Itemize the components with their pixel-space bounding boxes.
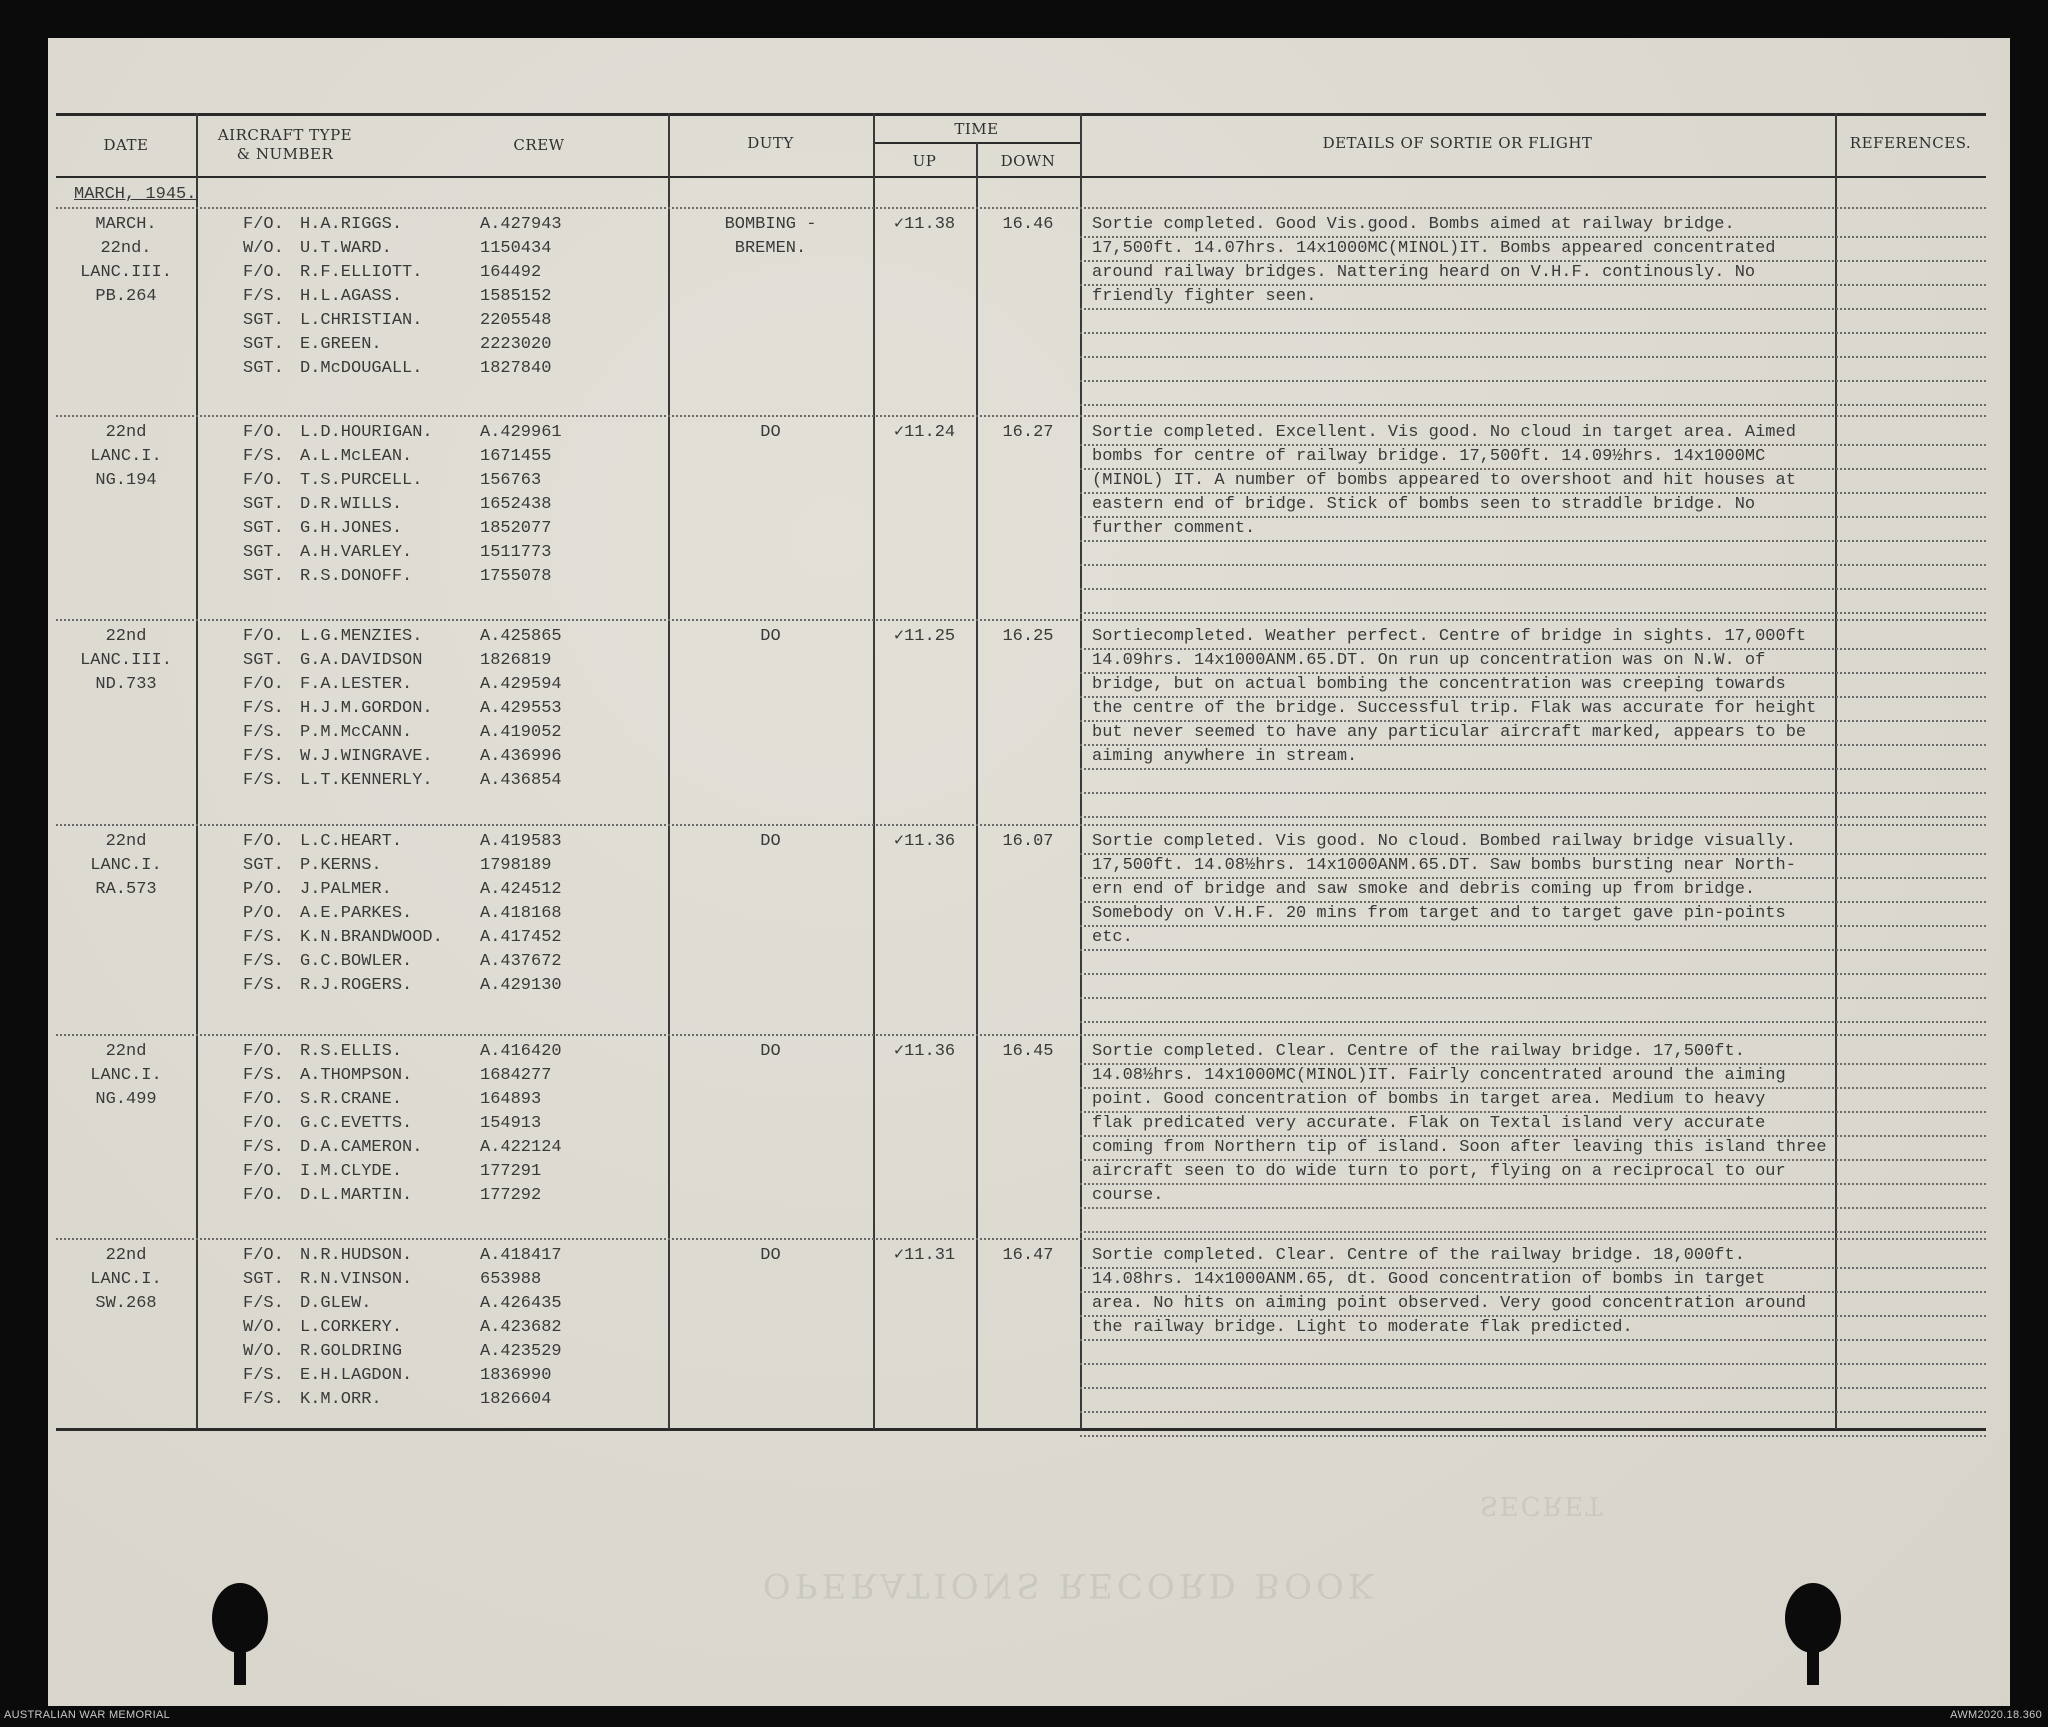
crew-service-number: A.429961: [480, 423, 562, 442]
ruling-line: [56, 207, 1986, 209]
header-aircraft: AIRCRAFT TYPE & NUMBER: [217, 126, 353, 163]
time-up: ✓11.25: [893, 627, 956, 646]
crew-rank: F/O.: [243, 627, 284, 646]
crew-service-number: 164492: [480, 263, 542, 282]
crew-service-number: A.429553: [480, 699, 562, 718]
duty: BREMEN.: [734, 239, 807, 258]
sortie-detail-line: further comment.: [1092, 519, 1256, 538]
aircraft-id-line: PB.264: [95, 287, 157, 306]
time-up: ✓11.36: [893, 1042, 956, 1061]
crew-name: D.GLEW.: [300, 1294, 372, 1313]
col-line: [976, 143, 978, 1429]
ruling-line: [1080, 380, 1986, 382]
crew-service-number: A.423529: [480, 1342, 562, 1361]
crew-rank: F/S.: [243, 771, 284, 790]
header-time: TIME: [954, 120, 999, 138]
crew-service-number: 154913: [480, 1114, 542, 1133]
crew-rank: F/O.: [243, 1042, 284, 1061]
header-crew: CREW: [513, 136, 565, 154]
crew-rank: P/O.: [243, 904, 284, 923]
crew-service-number: 1826604: [480, 1390, 552, 1409]
crew-rank: F/O.: [243, 471, 284, 490]
ruling-line: [56, 415, 1986, 417]
crew-name: G.C.BOWLER.: [300, 952, 413, 971]
time-down: 16.46: [1002, 215, 1054, 234]
punch-hole-left: [212, 1583, 268, 1653]
time-up: ✓11.36: [893, 832, 956, 851]
crew-service-number: 1652438: [480, 495, 552, 514]
crew-rank: F/S.: [243, 723, 284, 742]
sortie-detail-line: 14.08hrs. 14x1000ANM.65, dt. Good concentration of bombs in target: [1092, 1270, 1766, 1289]
aircraft-id-line: 22nd: [105, 627, 147, 646]
crew-name: L.T.KENNERLY.: [300, 771, 433, 790]
crew-rank: F/O.: [243, 1246, 284, 1265]
crew-name: W.J.WINGRAVE.: [300, 747, 433, 766]
sortie-detail-line: Sortie completed. Clear. Centre of the railway bridge. 17,500ft.: [1092, 1042, 1745, 1061]
crew-service-number: A.424512: [480, 880, 562, 899]
sortie-detail-line: friendly fighter seen.: [1092, 287, 1317, 306]
crew-rank: SGT.: [243, 519, 284, 538]
aircraft-id-line: LANC.I.: [90, 447, 162, 466]
time-down: 16.45: [1002, 1042, 1054, 1061]
crew-service-number: A.425865: [480, 627, 562, 646]
crew-rank: W/O.: [243, 239, 284, 258]
ruling-line: [1080, 356, 1986, 358]
ruling-line: [1080, 1387, 1986, 1389]
crew-service-number: 1684277: [480, 1066, 552, 1085]
crew-name: K.M.ORR.: [300, 1390, 382, 1409]
header-date: DATE: [103, 136, 149, 154]
crew-name: J.PALMER.: [300, 880, 392, 899]
aircraft-id-line: LANC.I.: [90, 1066, 162, 1085]
footer-source: AUSTRALIAN WAR MEMORIAL: [4, 1709, 171, 1721]
crew-name: G.A.DAVIDSON: [300, 651, 423, 670]
sortie-detail-line: Somebody on V.H.F. 20 mins from target and to target gave pin-points: [1092, 904, 1786, 923]
crew-name: U.T.WARD.: [300, 239, 392, 258]
sortie-detail-line: Sortie completed. Clear. Centre of the railway bridge. 18,000ft.: [1092, 1246, 1745, 1265]
time-up: ✓11.31: [893, 1246, 956, 1265]
ruling-line: [1080, 404, 1986, 406]
crew-service-number: 653988: [480, 1270, 542, 1289]
crew-name: H.L.AGASS.: [300, 287, 403, 306]
punch-hole-right: [1785, 1583, 1841, 1653]
crew-service-number: 1511773: [480, 543, 552, 562]
crew-rank: F/S.: [243, 1294, 284, 1313]
ruling-line: [1080, 997, 1986, 999]
ruling-line: [1080, 973, 1986, 975]
crew-name: K.N.BRANDWOOD.: [300, 928, 443, 947]
crew-service-number: A.422124: [480, 1138, 562, 1157]
sortie-detail-line: ern end of bridge and saw smoke and debris coming up from bridge.: [1092, 880, 1756, 899]
crew-rank: SGT.: [243, 856, 284, 875]
ruling-line: [1080, 1435, 1986, 1437]
crew-service-number: A.418417: [480, 1246, 562, 1265]
duty: DO: [760, 832, 781, 851]
crew-service-number: A.419052: [480, 723, 562, 742]
crew-rank: SGT.: [243, 311, 284, 330]
bleed-through-stamp: SECRET: [1480, 1490, 1605, 1520]
crew-service-number: 2223020: [480, 335, 552, 354]
crew-rank: F/S.: [243, 1138, 284, 1157]
aircraft-id-line: LANC.III.: [80, 651, 172, 670]
ruling-line: [1080, 949, 1986, 951]
duty: DO: [760, 627, 781, 646]
crew-service-number: 1836990: [480, 1366, 552, 1385]
sortie-detail-line: Sortie completed. Good Vis.good. Bombs aimed at railway bridge.: [1092, 215, 1735, 234]
header-duty: DUTY: [747, 134, 794, 152]
sortie-detail-line: eastern end of bridge. Stick of bombs seen to straddle bridge. No: [1092, 495, 1756, 514]
crew-service-number: A.426435: [480, 1294, 562, 1313]
crew-name: L.CORKERY.: [300, 1318, 403, 1337]
ruling-line: [1080, 332, 1986, 334]
aircraft-id-line: SW.268: [95, 1294, 157, 1313]
crew-rank: SGT.: [243, 543, 284, 562]
crew-service-number: 177291: [480, 1162, 542, 1181]
duty: BOMBING -: [724, 215, 817, 234]
ruling-line: [1080, 588, 1986, 590]
month-label: MARCH, 1945.: [74, 185, 197, 204]
crew-service-number: A.416420: [480, 1042, 562, 1061]
crew-rank: F/O.: [243, 1162, 284, 1181]
aircraft-id-line: NG.499: [95, 1090, 157, 1109]
crew-rank: F/S.: [243, 928, 284, 947]
aircraft-id-line: LANC.III.: [80, 263, 172, 282]
crew-name: F.A.LESTER.: [300, 675, 413, 694]
crew-rank: SGT.: [243, 567, 284, 586]
aircraft-id-line: 22nd.: [100, 239, 152, 258]
crew-name: A.L.McLEAN.: [300, 447, 413, 466]
crew-name: R.GOLDRING: [300, 1342, 403, 1361]
ruling-line: [56, 824, 1986, 826]
crew-name: E.H.LAGDON.: [300, 1366, 413, 1385]
aircraft-id-line: NG.194: [95, 471, 157, 490]
sortie-detail-line: 14.09hrs. 14x1000ANM.65.DT. On run up concentration was on N.W. of: [1092, 651, 1766, 670]
crew-name: D.A.CAMERON.: [300, 1138, 423, 1157]
ruling-line: [1080, 1411, 1986, 1413]
crew-service-number: 1150434: [480, 239, 552, 258]
sortie-detail-line: 17,500ft. 14.07hrs. 14x1000MC(MINOL)IT. Bombs appeared concentrated: [1092, 239, 1776, 258]
col-line: [873, 113, 875, 1429]
crew-name: P.M.McCANN.: [300, 723, 413, 742]
sortie-detail-line: bombs for centre of railway bridge. 17,500ft. 14.09½hrs. 14x1000MC: [1092, 447, 1766, 466]
sortie-detail-line: etc.: [1092, 928, 1133, 947]
sortie-detail-line: Sortie completed. Vis good. No cloud. Bombed railway bridge visually.: [1092, 832, 1796, 851]
duty: DO: [760, 1042, 781, 1061]
crew-rank: SGT.: [243, 651, 284, 670]
ruling-line: [56, 619, 1986, 621]
time-up: ✓11.38: [893, 215, 956, 234]
crew-name: I.M.CLYDE.: [300, 1162, 403, 1181]
header-details: DETAILS OF SORTIE OR FLIGHT: [1322, 134, 1593, 152]
crew-service-number: A.436854: [480, 771, 562, 790]
time-up: ✓11.24: [893, 423, 956, 442]
crew-name: G.C.EVETTS.: [300, 1114, 413, 1133]
time-down: 16.07: [1002, 832, 1054, 851]
aircraft-id-line: ND.733: [95, 675, 157, 694]
time-down: 16.27: [1002, 423, 1054, 442]
crew-service-number: 1585152: [480, 287, 552, 306]
ruling-line: [1080, 816, 1986, 818]
sortie-detail-line: the centre of the bridge. Successful trip. Flak was accurate for height: [1092, 699, 1817, 718]
crew-rank: W/O.: [243, 1342, 284, 1361]
crew-rank: F/O.: [243, 263, 284, 282]
duty: DO: [760, 1246, 781, 1265]
crew-rank: SGT.: [243, 495, 284, 514]
sortie-detail-line: bridge, but on actual bombing the concentration was creeping towards: [1092, 675, 1786, 694]
header-bottom-rule: [56, 176, 1986, 178]
crew-name: L.D.HOURIGAN.: [300, 423, 433, 442]
sortie-detail-line: the railway bridge. Light to moderate flak predicted.: [1092, 1318, 1633, 1337]
crew-name: A.THOMPSON.: [300, 1066, 413, 1085]
ruling-line: [1080, 1363, 1986, 1365]
crew-service-number: 1826819: [480, 651, 552, 670]
crew-rank: F/O.: [243, 675, 284, 694]
crew-name: S.R.CRANE.: [300, 1090, 403, 1109]
sortie-detail-line: coming from Northern tip of island. Soon after leaving this island three: [1092, 1138, 1827, 1157]
crew-service-number: 1827840: [480, 359, 552, 378]
crew-service-number: A.418168: [480, 904, 562, 923]
crew-rank: P/O.: [243, 880, 284, 899]
header-references: REFERENCES.: [1849, 134, 1972, 152]
crew-rank: F/O.: [243, 215, 284, 234]
crew-rank: SGT.: [243, 1270, 284, 1289]
aircraft-id-line: 22nd: [105, 832, 147, 851]
crew-rank: F/S.: [243, 287, 284, 306]
sortie-detail-line: flak predicated very accurate. Flak on Textal island very accurate: [1092, 1114, 1766, 1133]
ruling-line: [1080, 1021, 1986, 1023]
sortie-detail-line: but never seemed to have any particular aircraft marked, appears to be: [1092, 723, 1807, 742]
sortie-detail-line: Sortie completed. Excellent. Vis good. No cloud in target area. Aimed: [1092, 423, 1796, 442]
header-down: DOWN: [1000, 152, 1056, 170]
duty: DO: [760, 423, 781, 442]
crew-name: L.CHRISTIAN.: [300, 311, 423, 330]
aircraft-id-line: 22nd: [105, 1042, 147, 1061]
ruling-line: [1080, 792, 1986, 794]
crew-name: R.F.ELLIOTT.: [300, 263, 423, 282]
crew-rank: F/S.: [243, 1366, 284, 1385]
crew-service-number: A.429594: [480, 675, 562, 694]
ruling-line: [1080, 612, 1986, 614]
crew-service-number: 1798189: [480, 856, 552, 875]
crew-rank: F/O.: [243, 1090, 284, 1109]
crew-service-number: A.417452: [480, 928, 562, 947]
crew-rank: F/S.: [243, 447, 284, 466]
crew-service-number: A.429130: [480, 976, 562, 995]
table-top-rule: [56, 113, 1986, 116]
crew-name: L.C.HEART.: [300, 832, 403, 851]
crew-service-number: 164893: [480, 1090, 542, 1109]
time-down: 16.47: [1002, 1246, 1054, 1265]
crew-rank: F/S.: [243, 952, 284, 971]
sortie-detail-line: 14.08½hrs. 14x1000MC(MINOL)IT. Fairly concentrated around the aiming: [1092, 1066, 1786, 1085]
aircraft-id-line: LANC.I.: [90, 856, 162, 875]
crew-rank: F/O.: [243, 832, 284, 851]
crew-service-number: A.427943: [480, 215, 562, 234]
crew-name: H.A.RIGGS.: [300, 215, 403, 234]
crew-name: E.GREEN.: [300, 335, 382, 354]
aircraft-id-line: RA.573: [95, 880, 157, 899]
crew-name: G.H.JONES.: [300, 519, 403, 538]
crew-service-number: 177292: [480, 1186, 542, 1205]
crew-service-number: 1671455: [480, 447, 552, 466]
crew-rank: F/S.: [243, 976, 284, 995]
crew-name: D.L.MARTIN.: [300, 1186, 413, 1205]
bleed-through-title: OPERATIONS RECORD BOOK: [762, 1565, 1378, 1605]
time-down: 16.25: [1002, 627, 1054, 646]
sortie-detail-line: area. No hits on aiming point observed. Very good concentration around: [1092, 1294, 1807, 1313]
crew-service-number: 1852077: [480, 519, 552, 538]
sortie-detail-line: Sortiecompleted. Weather perfect. Centre of bridge in sights. 17,000ft: [1092, 627, 1807, 646]
sortie-detail-line: aiming anywhere in stream.: [1092, 747, 1358, 766]
crew-service-number: A.437672: [480, 952, 562, 971]
crew-service-number: 156763: [480, 471, 542, 490]
footer-accession: AWM2020.18.360: [1950, 1709, 2042, 1721]
crew-name: L.G.MENZIES.: [300, 627, 423, 646]
sortie-detail-line: course.: [1092, 1186, 1164, 1205]
crew-rank: F/S.: [243, 699, 284, 718]
crew-name: P.KERNS.: [300, 856, 382, 875]
crew-name: H.J.M.GORDON.: [300, 699, 433, 718]
crew-name: R.J.ROGERS.: [300, 976, 413, 995]
crew-service-number: 2205548: [480, 311, 552, 330]
col-line: [668, 113, 670, 1429]
crew-name: N.R.HUDSON.: [300, 1246, 413, 1265]
crew-rank: F/O.: [243, 1186, 284, 1205]
aircraft-id-line: LANC.I.: [90, 1270, 162, 1289]
ruling-line: [1080, 1207, 1986, 1209]
crew-name: T.S.PURCELL.: [300, 471, 423, 490]
crew-rank: W/O.: [243, 1318, 284, 1337]
crew-rank: F/O.: [243, 1114, 284, 1133]
sortie-detail-line: (MINOL) IT. A number of bombs appeared to overshoot and hit houses at: [1092, 471, 1796, 490]
sortie-detail-line: 17,500ft. 14.08½hrs. 14x1000ANM.65.DT. Saw bombs bursting near North-: [1092, 856, 1796, 875]
sortie-detail-line: aircraft seen to do wide turn to port, flying on a reciprocal to our: [1092, 1162, 1786, 1181]
crew-name: D.McDOUGALL.: [300, 359, 423, 378]
sortie-detail-line: point. Good concentration of bombs in target area. Medium to heavy: [1092, 1090, 1766, 1109]
crew-name: A.H.VARLEY.: [300, 543, 413, 562]
crew-name: D.R.WILLS.: [300, 495, 403, 514]
crew-name: R.S.ELLIS.: [300, 1042, 403, 1061]
sortie-detail-line: around railway bridges. Nattering heard on V.H.F. continously. No: [1092, 263, 1756, 282]
crew-rank: F/S.: [243, 1066, 284, 1085]
crew-service-number: 1755078: [480, 567, 552, 586]
table-bottom-rule: [56, 1428, 1986, 1431]
crew-name: R.S.DONOFF.: [300, 567, 413, 586]
ruling-line: [1080, 564, 1986, 566]
aircraft-id-line: 22nd: [105, 423, 147, 442]
crew-service-number: A.436996: [480, 747, 562, 766]
crew-name: R.N.VINSON.: [300, 1270, 413, 1289]
crew-service-number: A.423682: [480, 1318, 562, 1337]
crew-rank: F/O.: [243, 423, 284, 442]
aircraft-id-line: 22nd: [105, 1246, 147, 1265]
crew-rank: SGT.: [243, 359, 284, 378]
ruling-line: [56, 1034, 1986, 1036]
aircraft-id-line: MARCH.: [95, 215, 157, 234]
crew-rank: F/S.: [243, 1390, 284, 1409]
ruling-line: [1080, 1231, 1986, 1233]
crew-rank: F/S.: [243, 747, 284, 766]
col-line: [196, 113, 198, 1429]
crew-name: A.E.PARKES.: [300, 904, 413, 923]
ruling-line: [56, 1238, 1986, 1240]
crew-service-number: A.419583: [480, 832, 562, 851]
header-up: UP: [912, 152, 937, 170]
crew-rank: SGT.: [243, 335, 284, 354]
